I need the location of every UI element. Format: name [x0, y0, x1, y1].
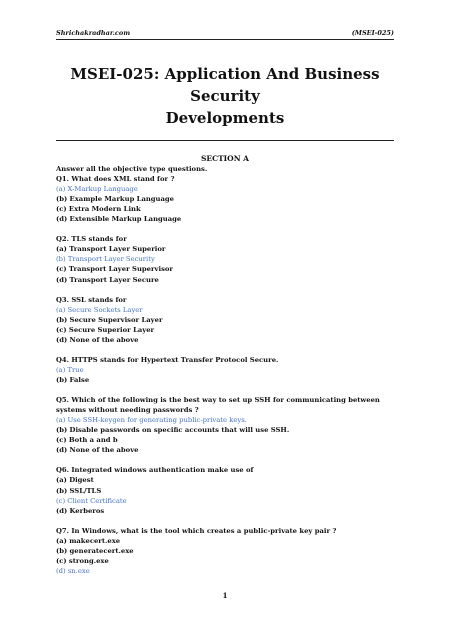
answer-option: (a) Transport Layer Superior: [56, 245, 166, 254]
title-divider: [56, 140, 394, 141]
page-header: [56, 29, 394, 40]
questions-container: [56, 174, 396, 576]
question-text: Q5. Which of the following is the best way to set up SSH for communicating between systems without needing passwords ?: [56, 396, 380, 415]
answer-option-highlighted: (a) True: [56, 365, 84, 374]
question-block: [56, 355, 396, 385]
question-block: [56, 395, 396, 455]
question-text: Q7. In Windows, what is the tool which creates a public-private key pair ?: [56, 526, 337, 535]
answer-option: (b) Example Markup Language: [56, 195, 174, 204]
question-spacer: [56, 385, 396, 395]
answer-option: (d) Extensible Markup Language: [56, 215, 182, 224]
question-spacer: [56, 345, 396, 355]
question-text: Q2. TLS stands for: [56, 235, 127, 244]
answer-option: (d) None of the above: [56, 335, 139, 344]
answer-option: (b) Disable passwords on specific accounts that will use SSH.: [56, 426, 290, 435]
page-number: 1: [222, 591, 228, 600]
question-spacer: [56, 516, 396, 526]
question-block: [56, 465, 396, 515]
question-block: [56, 295, 396, 345]
question-block: [56, 234, 396, 284]
question-spacer: [56, 285, 396, 295]
question-spacer: [56, 455, 396, 465]
answer-option: (b) Secure Supervisor Layer: [56, 315, 163, 324]
answer-option: (b) generatecert.exe: [56, 546, 134, 555]
answer-option: (b) SSL/TLS: [56, 486, 102, 495]
header-site-link[interactable]: Shrichakradhar.com: [56, 29, 131, 37]
answer-option-highlighted: (a) Use SSH-keygen for generating public-private keys.: [56, 416, 247, 425]
question-block: [56, 526, 396, 576]
header-course-code: (MSEI-025): [351, 29, 394, 37]
question-spacer: [56, 224, 396, 234]
answer-option-highlighted: (c) Client Certificate: [56, 496, 127, 505]
answer-option: (d) Kerberos: [56, 506, 105, 515]
answer-option: (c) Secure Superior Layer: [56, 325, 155, 334]
answer-option: (c) Transport Layer Supervisor: [56, 265, 174, 274]
question-text: Q6. Integrated windows authentication make use of: [56, 466, 254, 475]
answer-option: (b) False: [56, 375, 90, 384]
answer-option: (d) Transport Layer Secure: [56, 275, 159, 284]
section-heading: SECTION A: [200, 154, 249, 163]
document-title: [40, 63, 410, 129]
answer-option: (c) strong.exe: [56, 556, 109, 565]
answer-option: (d) None of the above: [56, 446, 139, 455]
answer-option: (c) Both a and b: [56, 436, 118, 445]
question-block: [56, 174, 396, 224]
answer-option-highlighted: (d) sn.exe: [56, 566, 90, 575]
question-text: Q4. HTTPS stands for Hypertext Transfer Protocol Secure.: [56, 355, 279, 364]
question-text: Q1. What does XML stand for ?: [56, 175, 175, 184]
answer-option-highlighted: (a) X-Markup Language: [56, 185, 138, 194]
answer-option: (a) makecert.exe: [56, 536, 121, 545]
title-line-1: MSEI-025: Application And Business Security: [70, 65, 380, 105]
instructions: Answer all the objective type questions.: [56, 165, 208, 173]
title-line-2: Developments: [165, 109, 285, 127]
answer-option: (a) Digest: [56, 476, 94, 485]
answer-option-highlighted: (a) Secure Sockets Layer: [56, 305, 143, 314]
question-text: Q3. SSL stands for: [56, 295, 127, 304]
question-list: [56, 164, 396, 576]
answer-option-highlighted: (b) Transport Layer Security: [56, 255, 155, 264]
answer-option: (c) Extra Modern Link: [56, 205, 141, 214]
